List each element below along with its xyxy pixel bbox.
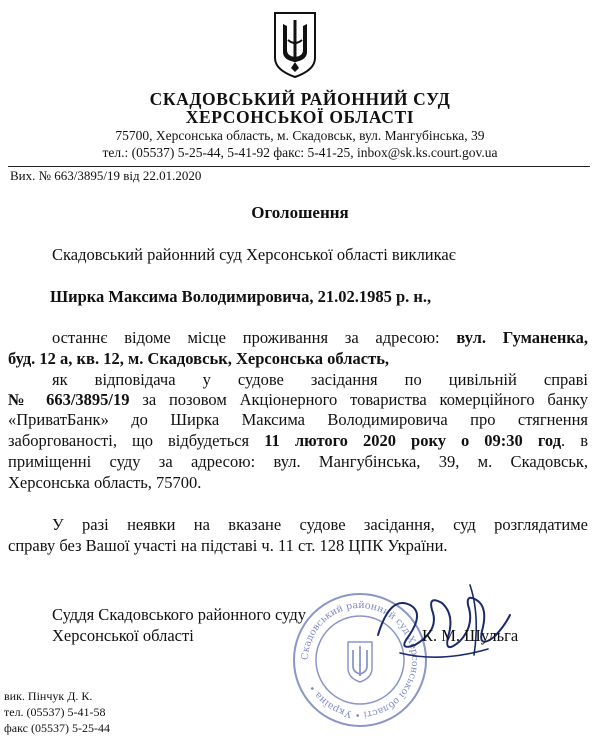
court-name-line1: СКАДОВСЬКИЙ РАЙОННИЙ СУД bbox=[149, 89, 451, 109]
case-line-1: як відповідача у судове засідання по цивільній справі bbox=[52, 370, 588, 389]
address-line-2: буд. 12 а, кв. 12, м. Скадовськ, Херсонська область, bbox=[8, 349, 390, 368]
executor-fax: факс (05537) 5-25-44 bbox=[4, 721, 110, 735]
intro-line: Скадовський районний суд Херсонської області викликає bbox=[52, 245, 456, 264]
coat-of-arms-icon bbox=[272, 10, 318, 80]
case-line-4: заборгованості, що відбудеться 11 лютого 2020 року о 09:30 год. в bbox=[8, 431, 589, 450]
case-number: № 663/3895/19 bbox=[8, 390, 130, 409]
person-line bbox=[50, 287, 431, 307]
judge-position-line2: Херсонської області bbox=[52, 626, 194, 645]
person-name: Ширка Максима Володимировича, 21.02.1985 р. н., bbox=[50, 287, 432, 306]
signature-icon bbox=[370, 575, 520, 670]
address-line-1: останнє відоме місце проживання за адресою: вул. Гуманенка, bbox=[52, 328, 588, 347]
hearing-datetime: 11 лютого 2020 року о 09:30 год bbox=[264, 431, 562, 450]
court-contacts: тел.: (05537) 5-25-44, 5-41-92 факс: 5-41-25, inbox@sk.ks.court.gov.ua bbox=[102, 145, 498, 160]
document-title: Оголошення bbox=[251, 203, 349, 222]
notice-line-1: У разі неявки на вказане судове засідання, суд розглядатиме bbox=[52, 515, 588, 534]
header-divider bbox=[8, 166, 590, 167]
executor-phone: тел. (05537) 5-41-58 bbox=[4, 705, 106, 719]
notice-line-2: справу без Вашої участі на підставі ч. 11 ст. 128 ЦПК України. bbox=[8, 536, 448, 555]
court-address: 75700, Херсонська область, м. Скадовськ, вул. Мангубінська, 39 bbox=[115, 128, 485, 143]
case-line-5: приміщенні суду за адресою: вул. Мангубінська, 39, м. Скадовськ, bbox=[8, 452, 588, 471]
judge-name: К. М. Шульга bbox=[422, 626, 519, 645]
case-line-3: «ПриватБанк» до Ширка Максима Володимировича про стягнення bbox=[8, 410, 588, 429]
outgoing-reference: Вих. № 663/3895/19 від 22.01.2020 bbox=[10, 168, 202, 183]
judge-position-line1: Суддя Скадовського районного суду bbox=[52, 605, 307, 624]
seal-text-path: Скадовський районний суд Херсонської області • Україна • bbox=[299, 599, 421, 721]
case-line-2: № 663/3895/19 за позовом Акціонерного товариства комерційного банку bbox=[8, 390, 588, 409]
court-name-line2: ХЕРСОНСЬКОЇ ОБЛАСТІ bbox=[185, 107, 415, 127]
executor-name: вик. Пінчук Д. К. bbox=[4, 689, 93, 703]
case-line-6: Херсонська область, 75700. bbox=[8, 473, 202, 492]
